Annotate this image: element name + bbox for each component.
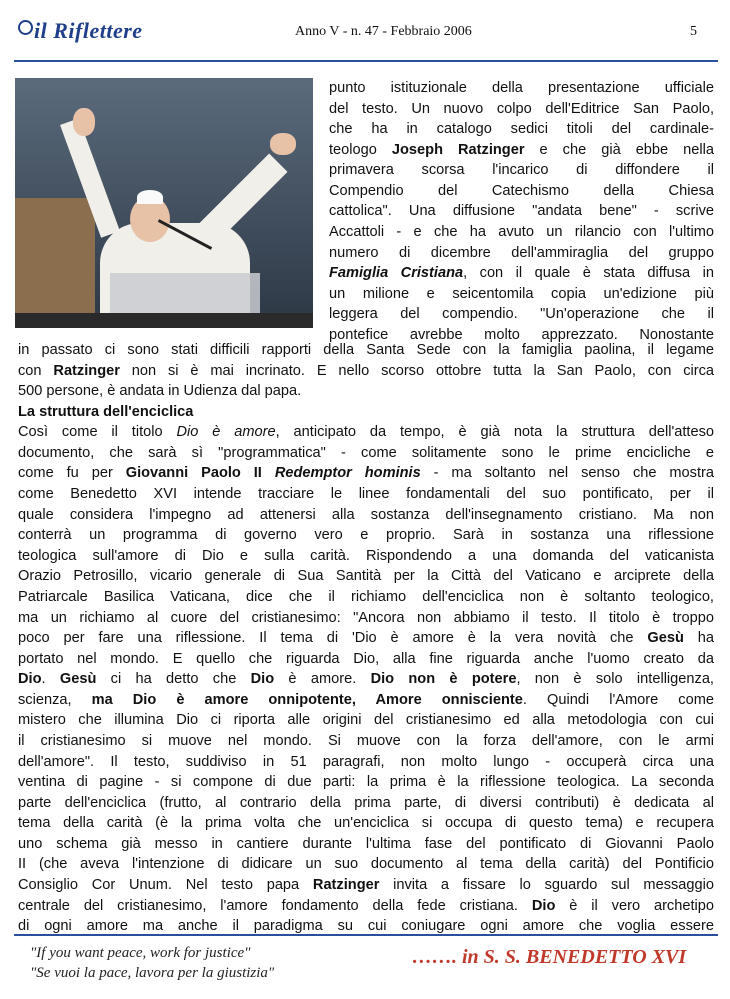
footer-quote-italian: "Se vuoi la pace, lavora per la giustizia": [30, 965, 275, 981]
header-rule: [14, 60, 718, 62]
text-line: un milione e seicentomila copia un'edizione più: [329, 285, 714, 302]
logo-text: il Riflettere: [34, 18, 143, 43]
text-line: Famiglia Cristiana, con il quale è stata diffusa in: [329, 265, 714, 282]
article-column-text: [329, 78, 714, 346]
text-line: Patriarcale Basilica Vaticana, dice che il richiamo dell'enciclica non è soltanto teologico,: [18, 588, 714, 605]
text-line: come Benedetto XVI intende tracciare le linee fondamentali del suo pontificato, per il: [18, 486, 714, 503]
text-line: Accattoli - e che ha avuto un rilancio con l'ultimo: [329, 224, 714, 241]
page-number: 5: [690, 24, 697, 39]
article-body-text: [18, 340, 714, 937]
text-line: numero di dicembre dell'ammiraglia del gruppo: [329, 244, 714, 261]
text-line: in passato ci sono stati difficili rapporti della Santa Sede con la famiglia paolina, il legame: [18, 342, 714, 358]
text-line: dell'amore". Il testo, suddiviso in 51 paragrafi, non molto lungo - occuperà circa una: [18, 753, 714, 770]
text-line: teologo Joseph Ratzinger e che già ebbe nella: [329, 141, 714, 158]
footer-quote-english: "If you want peace, work for justice": [30, 945, 251, 961]
text-line: leggera del compendio. "Un'operazione che il: [329, 306, 714, 323]
text-line: teologica sull'amore di Dio e sulla carità. Rispondendo a una domanda del vaticanista: [18, 547, 714, 564]
text-line: che ha in catalogo sedici titoli del cardinale-: [329, 121, 714, 138]
text-line: scienza, ma Dio è amore onnipotente, Amore onnisciente. Quindi l'Amore come: [18, 691, 714, 708]
text-line: poco per fare una riflessione. Il tema di 'Dio è amore è la vera novità che Gesù ha: [18, 630, 714, 647]
text-line: Orazio Petrosillo, vicario generale di Sua Santità per la Città del Vaticano e arciprete della: [18, 568, 714, 585]
text-line: di ogni amore ma anche il paradigma su cui coniugare ogni amore che voglia essere: [18, 918, 714, 935]
text-line: come fu per Giovanni Paolo II Redemptor hominis - ma soltanto nel senso che mostra: [18, 465, 714, 482]
issue-info: Anno V - n. 47 - Febbraio 2006: [295, 24, 472, 39]
text-line: cattolica". Una diffusione "andata bene" - scrive: [329, 203, 714, 220]
footer-rule: [14, 934, 718, 936]
footer-signature: ……. in S. S. BENEDETTO XVI: [412, 946, 687, 968]
text-line: II (che aveva l'intenzione di didicare un suo documento al tema della carità) del Pontificio: [18, 856, 714, 873]
text-line: pontefice avrebbe molto apprezzato. Nonostante: [329, 326, 714, 343]
text-line: conterrà un programma di governo vero e proprio. Sarà in sostanza una riflessione: [18, 527, 714, 544]
text-line: ma un richiamo al cuore del cristianesimo: "Ancora non abbiamo il testo. Il titolo è troppo: [18, 609, 714, 626]
text-line: tema della carità (è la prima volta che un'enciclica si occupa di questo tema) e recupera: [18, 815, 714, 832]
text-line: centrale del cristianesimo, l'amore fondamento della fede cristiana. Dio è il vero archetipo: [18, 897, 714, 914]
text-line: uno schema già messo in cantiere durante l'ultima fase del pontificato di Giovanni Paolo: [18, 835, 714, 852]
text-line: punto istituzionale della presentazione ufficiale: [329, 80, 714, 96]
magazine-logo: [18, 18, 143, 44]
text-line: Compendio del Catechismo della Chiesa: [329, 182, 714, 199]
logo-circle-icon: [18, 20, 33, 35]
text-line: il cristianesimo si muove nel mondo. Si muove con la forza dell'amore, con le armi: [18, 732, 714, 749]
text-line: 500 persone, è andata in Udienza dal papa.: [18, 383, 302, 400]
pope-blessing-photo: [15, 78, 313, 328]
text-line: quale considera l'impegno ad attenersi alla sostanza dell'insegnamento cristiano. Ma non: [18, 506, 714, 523]
text-line: portato nel mondo. E quello che riguarda Dio, alla fine riguarda anche l'uomo creato da: [18, 650, 714, 667]
text-line: Consiglio Cor Unum. Nel testo papa Ratzinger invita a fissare lo sguardo sul messaggio: [18, 877, 714, 894]
text-line: documento, che sarà sì "programmatica" - come solitamente sono le prime encicliche e: [18, 444, 714, 461]
text-line: mistero che illumina Dio ci riporta alle origini del cristianesimo ed alla metodologia con cui: [18, 712, 714, 729]
page-header: [0, 0, 730, 60]
text-line: primavera scorsa l'incarico di diffondere il: [329, 162, 714, 179]
text-line: con Ratzinger non si è mai incrinato. E nello scorso ottobre tutta la San Paolo, con circa: [18, 362, 714, 379]
text-line: Dio. Gesù ci ha detto che Dio è amore. Dio non è potere, non è solo intelligenza,: [18, 671, 714, 688]
section-heading: La struttura dell'enciclica: [18, 403, 194, 420]
text-line: del testo. Un nuovo colpo dell'Editrice San Paolo,: [329, 100, 714, 117]
text-line: Così come il titolo Dio è amore, anticipato da tempo, è già nota la struttura dell'atteso: [18, 424, 714, 441]
text-line: parte dell'enciclica (frutto, al contrario della prima parte, di diversi contributi) è dedicata al: [18, 794, 714, 811]
text-line: ventina di pagine - si compone di due parti: la prima è la riflessione teologica. La seconda: [18, 774, 714, 791]
